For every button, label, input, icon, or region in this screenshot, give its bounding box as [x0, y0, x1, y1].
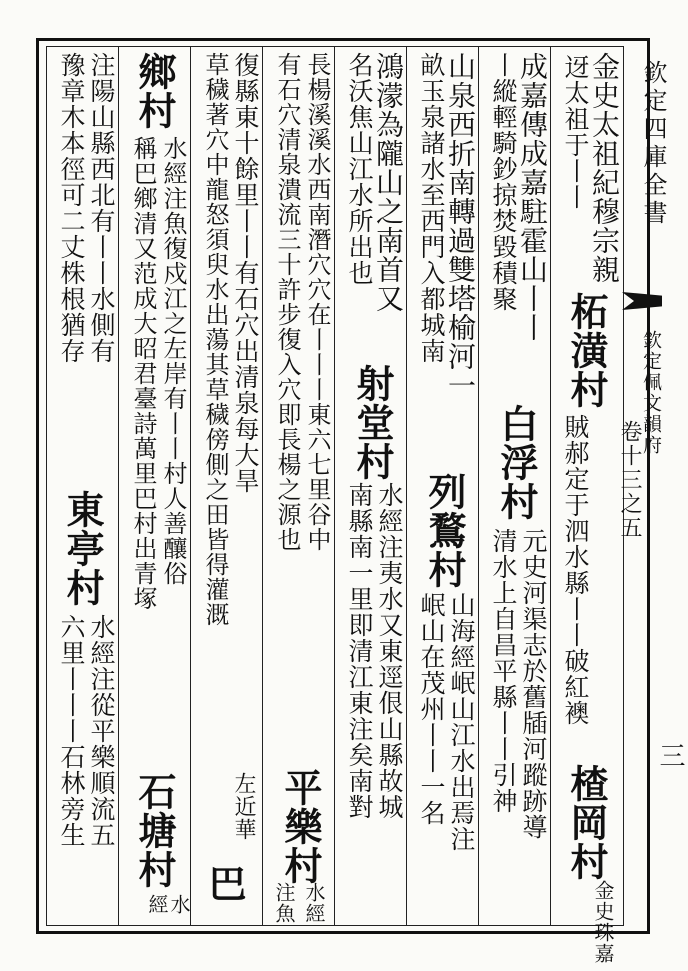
annotation-text: 草穢著穴中龍怒須臾水出蕩其草穢傍側之田皆得灌溉: [201, 52, 229, 627]
column-rule: [190, 46, 191, 926]
annotation-text: 長楊溪溪水西南潛穴穴在丨丨丨東六七里谷中: [303, 52, 331, 552]
text-column: [200, 52, 260, 922]
entry-heading: 鄉村: [132, 52, 177, 130]
annotation-text: 賊郝定于泗水縣丨丨破紅襖: [561, 414, 590, 726]
column-rule: [406, 46, 407, 926]
annotation-text: 注陽山縣西北有丨丨水側有: [87, 52, 116, 364]
annotation-text: 注魚: [272, 882, 296, 924]
annotation-text: 左近華: [231, 772, 256, 841]
text-column: [56, 52, 116, 922]
column-rule: [118, 46, 119, 926]
annotation-text: 經: [145, 894, 169, 915]
main-text: 金史太祖紀穆宗親: [588, 52, 621, 284]
annotation-text: 迓太祖于丨丨: [561, 54, 590, 210]
annotation-text: 山海經岷山江水出焉注: [447, 592, 476, 852]
entry-heading: 柘潢村: [564, 292, 609, 409]
annotation-text: 豫章木本徑可二丈株根猶存: [57, 52, 86, 364]
annotation-text: 水經注從平樂順流五: [87, 614, 116, 848]
main-text: 山泉西折南轉過雙塔榆河一: [444, 52, 477, 400]
annotation-text: 元史河渠志於舊牐河蹤跡導: [519, 528, 548, 840]
text-column: [344, 52, 404, 922]
volume-label: 卷十三之五: [617, 420, 642, 540]
entry-heading: 列鶩村: [422, 472, 467, 589]
entry-heading: 巴: [202, 864, 247, 903]
sub-title: 欽定佩文韻府: [640, 330, 662, 456]
annotation-text: 稱巴鄉清又范成大昭君臺詩萬里巴村出青塚: [129, 136, 157, 611]
entry-heading: 平樂村: [278, 768, 323, 885]
annotation-text: 水經注夷水又東逕佷山縣故城: [375, 482, 404, 820]
annotation-text: 有石穴清泉潰流三十許步復入穴即長楊之源也: [273, 52, 301, 552]
column-rule: [262, 46, 263, 926]
text-column: [416, 52, 476, 922]
main-text: 鴻濛為隴山之南首又: [372, 52, 405, 313]
annotation-text: 岷山在茂州丨丨一名: [417, 592, 446, 826]
annotation-text: 金史珠嘉: [591, 880, 615, 964]
annotation-text: 六里丨丨丨石林旁生: [57, 614, 86, 848]
annotation-text: 水經注魚復戍江之左岸有丨丨村人善釀俗: [159, 136, 187, 586]
annotation-text: 南縣南一里即清江東注矣南對: [345, 482, 374, 820]
annotation-text: 清水上自昌平縣丨丨引神: [489, 528, 518, 814]
text-column: [272, 52, 332, 922]
annotation-text: 水經: [302, 882, 326, 924]
annotation-text: 畝玉泉諸水至西門入都城南: [417, 52, 446, 364]
page-number: 三: [655, 742, 685, 769]
text-column: [560, 52, 621, 964]
entry-heading: 楂岡村: [564, 764, 609, 881]
book-title: 欽定四庫全書: [639, 60, 667, 228]
column-rule: [334, 46, 335, 926]
entry-heading: 射堂村: [350, 364, 395, 481]
entry-heading: 東亭村: [60, 490, 105, 607]
annotation-text: 復縣東十餘里丨丨有石穴出清泉每大旱: [231, 52, 260, 494]
text-column: [488, 52, 548, 922]
column-rule: [550, 46, 551, 926]
entry-heading: 石塘村: [132, 772, 177, 889]
annotation-text: 水: [167, 894, 191, 915]
text-column: [128, 52, 191, 922]
entry-heading: 白浮村: [494, 404, 539, 521]
annotation-text: 名沃焦山江水所出也: [345, 52, 374, 286]
column-rule: [478, 46, 479, 926]
annotation-text: 丨縱輕騎鈔掠焚毀積聚: [489, 52, 518, 312]
main-text: 成嘉傳成嘉駐霍山丨丨: [516, 52, 549, 342]
